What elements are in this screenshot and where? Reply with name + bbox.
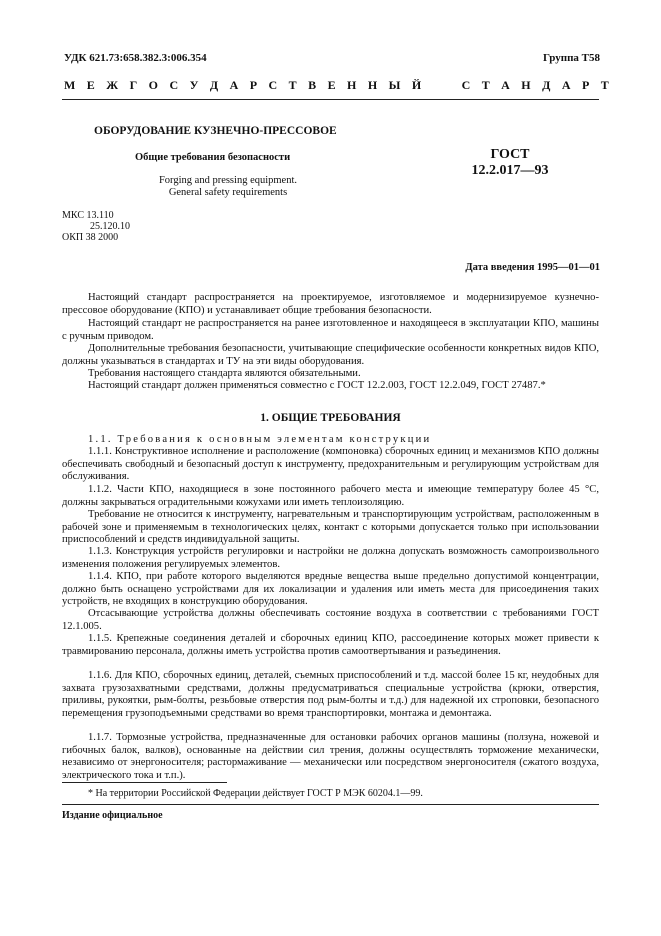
banner-letter: Т <box>481 78 490 92</box>
intro-paragraph: Требования настоящего стандарта являются обязательными. <box>88 368 361 379</box>
interstate-standard-banner <box>64 78 609 93</box>
banner-letter: С <box>268 78 278 92</box>
gost-number: 12.2.017—93 <box>471 163 549 178</box>
english-title <box>128 175 328 199</box>
document-subtitle: Общие требования безопасности <box>135 152 291 163</box>
section-paragraph: 1.1.1. Конструктивное исполнение и расположение (компоновка) сборочных единиц и механизмов КПО должны обеспечивать свободный и безопасный доступ к инструменту, предохранительным и регулирующим устройствам для обслуживания. <box>62 446 599 483</box>
intro-paragraph: Дополнительные требования безопасности, учитывающие специфические особенности конкретных видов КПО, должны указываться в стандартах и ТУ на эти виды оборудования. <box>62 343 599 367</box>
banner-letter <box>433 78 436 93</box>
banner-letter: В <box>308 78 317 92</box>
header-divider <box>62 99 599 100</box>
section-paragraph: Отсасывающие устройства должны обеспечивать состояние воздуха в соответствии с требованиями ГОСТ 12.1.005. <box>62 608 599 632</box>
classification-codes <box>62 210 130 243</box>
mks-code-2: 25.120.10 <box>90 221 130 232</box>
banner-letter: Р <box>249 78 258 92</box>
banner-letter: Р <box>581 78 590 92</box>
section-paragraph: Требование не относится к инструменту, нагревательным и транспортирующим устройствам, расположенным в рабочей зоне и применяемым в технологических целях, контакт с которыми допускается только при использовании приспособлений и средств индивидуальной защиты. <box>62 509 599 546</box>
intro-date: Дата введения 1995—01—01 <box>465 262 600 273</box>
mks-code: МКС 13.110 <box>62 210 114 221</box>
footnote-divider <box>62 782 227 783</box>
banner-letter: Д <box>542 78 551 92</box>
document-title: ОБОРУДОВАНИЕ КУЗНЕЧНО-ПРЕССОВОЕ <box>94 125 337 137</box>
banner-letter: С <box>169 78 179 92</box>
section-heading: 1. ОБЩИЕ ТРЕБОВАНИЯ <box>260 412 401 424</box>
banner-letter: А <box>561 78 571 92</box>
banner-letter: Ж <box>106 78 119 92</box>
banner-letter: С <box>461 78 471 92</box>
gost-label: ГОСТ <box>490 147 530 162</box>
intro-paragraph: Настоящий стандарт не распространяется на ранее изготовленное и находящееся в эксплуатации КПО, машины с ручным приводом. <box>62 318 599 342</box>
banner-letter: Н <box>521 78 531 92</box>
section-paragraph: 1.1.5. Крепежные соединения деталей и сборочных единиц КПО, рассоединение которых может привести к травмированию персонала, должны иметь устройства против самоотвертывания и разъединения. <box>62 633 599 657</box>
edition-note: Издание официальное <box>62 810 163 821</box>
footer-divider <box>62 804 599 805</box>
banner-letter <box>447 78 450 93</box>
banner-letter: Т <box>600 78 609 92</box>
banner-letter: Д <box>209 78 219 92</box>
banner-letter: Ы <box>388 78 401 92</box>
banner-letter: А <box>501 78 510 92</box>
banner-letter: Й <box>411 78 422 92</box>
section-paragraph: 1.1.2. Части КПО, находящиеся в зоне постоянного рабочего места и имеющие температуру более 45 °С, должны закрываться оградительными кожухами или иметь теплоизоляцию. <box>62 484 599 508</box>
banner-letter: Н <box>367 78 378 92</box>
gost-designation <box>440 147 580 179</box>
banner-letter: Г <box>129 78 138 92</box>
group-code: Группа Т58 <box>542 52 600 64</box>
section-paragraph: 1.1.6. Для КПО, сборочных единиц, деталей, съемных приспособлений и т.д. массой более 15 кг, неудобных для захвата грузозахватными средствами, должны предусматриваться специальные устройства (крюки, отверстия, приливы, рукоятки, рым-болты, резьбовые отверстия под рым-болты и т.д.) для надежной их строповки, безопасного перемещения грузоподъемными средствами во время транспортировки, монтажа и демонтажа. <box>62 670 599 719</box>
banner-letter: Н <box>347 78 357 92</box>
banner-letter: Е <box>86 78 95 92</box>
banner-letter: М <box>64 78 76 92</box>
footnote: * На территории Российской Федерации действует ГОСТ Р МЭК 60204.1—99. <box>88 788 423 799</box>
banner-letter: Е <box>327 78 336 92</box>
english-title-line2: General safety requirements <box>168 187 288 198</box>
udk-code: УДК 621.73:658.382.3:006.354 <box>64 52 207 64</box>
intro-paragraph: Настоящий стандарт распространяется на проектируемое, изготовляемое и модернизируемое кузнечно-прессовое оборудование (КПО) и устанавливает общие требования безопасности. <box>62 292 599 316</box>
english-title-line1: Forging and pressing equipment. <box>158 175 298 186</box>
banner-letter: А <box>229 78 239 92</box>
section-paragraph: 1.1.4. КПО, при работе которого выделяются вредные вещества выше предельно допустимой концентрации, должно быть оснащено устройствами для их локализации и удаления или иметь места для присоединения таких устройств, не входящих в конструкцию оборудования. <box>62 571 599 608</box>
banner-letter: О <box>148 78 159 92</box>
banner-letter: Т <box>288 78 297 92</box>
section-paragraph: 1.1.7. Тормозные устройства, предназначенные для остановки рабочих органов машины (ползуна, ножевой и гибочных балок, валков), основанные на действии сил трения, должны осуществлять торможение механически, независимо от энергоносителя; растормаживание — механически или посредством энергоносителя (сжатого воздуха, электрического тока и т.п.). <box>62 732 599 781</box>
intro-paragraph: Настоящий стандарт должен применяться совместно с ГОСТ 12.2.003, ГОСТ 12.2.049, ГОСТ 27487.* <box>88 380 546 391</box>
section-paragraph: 1.1.3. Конструкция устройств регулировки и настройки не должна допускать возможность самопроизвольного изменения положения регулируемых элементов. <box>62 546 599 570</box>
okp-code: ОКП 38 2000 <box>62 232 119 243</box>
banner-letter: У <box>189 78 199 92</box>
subsection-heading: 1.1. Требования к основным элементам конструкции <box>88 434 432 445</box>
